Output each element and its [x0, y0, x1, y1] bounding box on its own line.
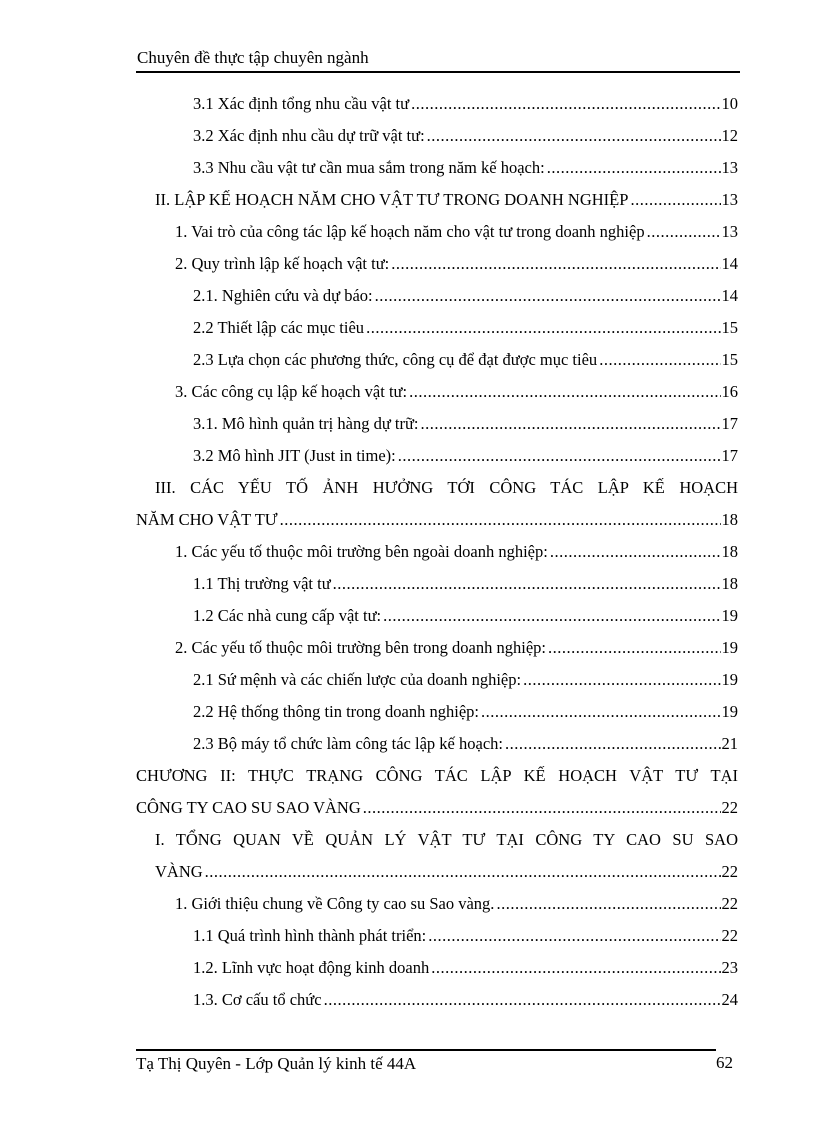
toc-entry-page: 18: [721, 574, 738, 593]
toc-entry-text: II. LẬP KẾ HOẠCH NĂM CHO VẬT TƯ TRONG DOANH NGHIỆP: [155, 190, 629, 209]
toc-leader: [324, 984, 721, 1016]
toc-entry: [0, 856, 816, 888]
toc-entry: [0, 504, 816, 536]
toc-leader: [427, 120, 721, 152]
toc-entry-heading: [0, 760, 816, 792]
toc-entry: [0, 216, 816, 248]
toc-entry: [0, 408, 816, 440]
footer-author: Tạ Thị Quyên - Lớp Quản lý kinh tế 44A: [136, 1054, 417, 1073]
toc-leader: [505, 728, 721, 760]
toc-entry-page: 13: [721, 190, 738, 209]
toc-entry-text: 3.2 Mô hình JIT (Just in time):: [193, 446, 396, 465]
toc-leader: [375, 280, 721, 312]
toc-entry-text: 2.2 Thiết lập các mục tiêu: [193, 318, 365, 337]
toc-entry: [0, 120, 816, 152]
toc-entry-page: 21: [721, 734, 738, 753]
toc-entry: [0, 920, 816, 952]
toc-entry-page: 16: [721, 382, 738, 401]
toc-entry-page: 22: [721, 926, 738, 945]
toc-leader: [647, 216, 721, 248]
toc-leader: [523, 664, 720, 696]
toc-entry-page: 19: [721, 670, 738, 689]
toc-entry: [0, 280, 816, 312]
toc-entry-page: 13: [721, 158, 738, 177]
toc-entry-text: 1.1 Quá trình hình thành phát triển:: [193, 926, 427, 945]
toc-entry-page: 19: [721, 606, 738, 625]
toc-leader: [333, 568, 721, 600]
toc-entry: [0, 440, 816, 472]
toc-entry: [0, 632, 816, 664]
toc-leader: [547, 152, 721, 184]
toc-entry-text: 3.2 Xác định nhu cầu dự trữ vật tư:: [193, 126, 425, 145]
toc-entry-text: 3. Các công cụ lập kế hoạch vật tư:: [175, 382, 408, 401]
toc-entry-page: 15: [721, 350, 738, 369]
toc-entry-page: 22: [721, 894, 738, 913]
toc-entry: [0, 88, 816, 120]
toc-entry-text: I. TỔNG QUAN VỀ QUẢN LÝ VẬT TƯ TẠI CÔNG TY CAO SU SAO: [155, 830, 738, 849]
toc-entry-text: 2.3 Lựa chọn các phương thức, công cụ để đạt được mục tiêu: [193, 350, 598, 369]
toc-leader: [431, 952, 720, 984]
toc-entry-heading: [0, 472, 816, 504]
toc-entry-text: CHƯƠNG II: THỰC TRẠNG CÔNG TÁC LẬP KẾ HOẠCH VẬT TƯ TẠI: [136, 766, 738, 785]
toc-entry: [0, 376, 816, 408]
toc-leader: [599, 344, 720, 376]
table-of-contents: [0, 88, 816, 1016]
toc-entry-page: 19: [721, 702, 738, 721]
toc-entry-text: III. CÁC YẾU TỐ ẢNH HƯỞNG TỚI CÔNG TÁC LẬP KẾ HOẠCH: [155, 478, 738, 497]
toc-leader: [630, 184, 720, 216]
page-header-title: Chuyên đề thực tập chuyên ngành: [137, 48, 369, 67]
toc-leader: [428, 920, 720, 952]
toc-entry-page: 22: [721, 862, 738, 881]
toc-entry-text: 2. Quy trình lập kế hoạch vật tư:: [175, 254, 390, 273]
toc-entry-text: 2.1 Sứ mệnh và các chiến lược của doanh nghiệp:: [193, 670, 522, 689]
toc-entry-page: 19: [721, 638, 738, 657]
footer-rule: [136, 1049, 716, 1051]
toc-entry: [0, 184, 816, 216]
toc-entry: [0, 696, 816, 728]
toc-entry: [0, 312, 816, 344]
toc-entry-text: 1. Vai trò của công tác lập kế hoạch năm cho vật tư trong doanh nghiệp: [175, 222, 645, 241]
toc-entry-text: VÀNG: [155, 862, 203, 881]
toc-entry-page: 14: [721, 254, 738, 273]
toc-entry-text: 2.2 Hệ thống thông tin trong doanh nghiệp:: [193, 702, 479, 721]
toc-entry: [0, 888, 816, 920]
toc-entry-page: 18: [721, 542, 738, 561]
toc-leader: [409, 376, 720, 408]
toc-entry-page: 24: [721, 990, 738, 1009]
toc-entry-page: 18: [721, 510, 738, 529]
toc-entry-heading: [0, 824, 816, 856]
toc-entry-text: 2.1. Nghiên cứu và dự báo:: [193, 286, 373, 305]
toc-entry: [0, 248, 816, 280]
toc-entry-text: 1.2 Các nhà cung cấp vật tư:: [193, 606, 382, 625]
toc-entry-text: 3.3 Nhu cầu vật tư cần mua sắm trong năm kế hoạch:: [193, 158, 545, 177]
toc-entry: [0, 568, 816, 600]
toc-leader: [398, 440, 721, 472]
toc-leader: [481, 696, 721, 728]
toc-entry-page: 13: [721, 222, 738, 241]
toc-entry-text: 2.3 Bộ máy tổ chức làm công tác lập kế hoạch:: [193, 734, 503, 753]
toc-entry: [0, 536, 816, 568]
toc-entry-text: 3.1 Xác định tổng nhu cầu vật tư: [193, 94, 410, 113]
toc-leader: [366, 312, 720, 344]
toc-entry-page: 15: [721, 318, 738, 337]
toc-entry-text: CÔNG TY CAO SU SAO VÀNG: [136, 798, 361, 817]
toc-entry-text: 1.1 Thị trường vật tư: [193, 574, 331, 593]
toc-entry-text: 3.1. Mô hình quản trị hàng dự trữ:: [193, 414, 419, 433]
toc-entry-page: 17: [721, 446, 738, 465]
toc-leader: [280, 504, 721, 536]
toc-entry: [0, 152, 816, 184]
toc-leader: [391, 248, 720, 280]
toc-entry-text: 1.2. Lĩnh vực hoạt động kinh doanh: [193, 958, 430, 977]
page-number: 62: [716, 1053, 733, 1072]
toc-entry-page: 12: [721, 126, 738, 145]
toc-entry-page: 14: [721, 286, 738, 305]
toc-entry: [0, 792, 816, 824]
toc-leader: [363, 792, 721, 824]
toc-entry: [0, 728, 816, 760]
toc-leader: [421, 408, 721, 440]
toc-leader: [411, 88, 720, 120]
toc-entry-text: 1. Các yếu tố thuộc môi trường bên ngoài doanh nghiệp:: [175, 542, 548, 561]
toc-entry-text: 1.3. Cơ cấu tổ chức: [193, 990, 322, 1009]
toc-leader: [205, 856, 721, 888]
toc-entry-page: 23: [721, 958, 738, 977]
toc-entry-text: NĂM CHO VẬT TƯ: [136, 510, 278, 529]
toc-leader: [383, 600, 720, 632]
toc-entry: [0, 600, 816, 632]
toc-leader: [496, 888, 720, 920]
toc-entry-page: 22: [721, 798, 738, 817]
header-rule: [136, 71, 740, 73]
toc-leader: [548, 632, 721, 664]
toc-entry: [0, 344, 816, 376]
toc-entry: [0, 984, 816, 1016]
toc-entry-text: 2. Các yếu tố thuộc môi trường bên trong doanh nghiệp:: [175, 638, 546, 657]
toc-entry-page: 17: [721, 414, 738, 433]
toc-entry-text: 1. Giới thiệu chung về Công ty cao su Sao vàng.: [175, 894, 495, 913]
toc-entry-page: 10: [721, 94, 738, 113]
toc-entry: [0, 664, 816, 696]
toc-entry: [0, 952, 816, 984]
toc-leader: [550, 536, 721, 568]
